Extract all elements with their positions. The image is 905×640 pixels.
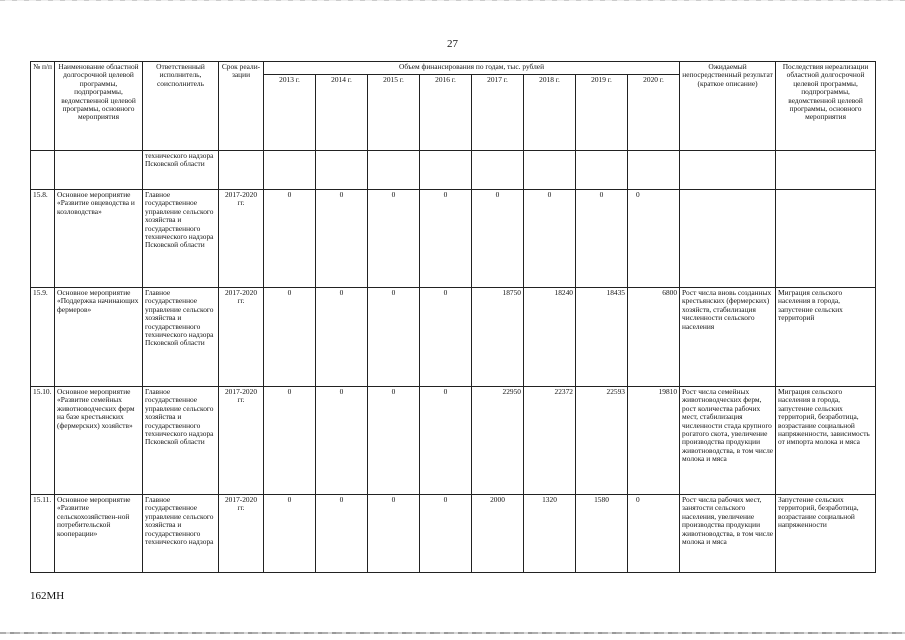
header-year: 2015 г. — [368, 75, 420, 151]
cell-empty — [420, 151, 472, 190]
cell-result: Рост числа семейных животноводческих ферм, рост количества рабочих мест, стабилизация численности стада крупного рогатого скота, увеличение производства продукции животноводства, в том числе молока и мяса — [680, 387, 776, 495]
cell-consequence: Миграция сельского населения в города, запустение сельских территорий, безработица, возрастание социальной напряженности, зависимость от импорта молока и мяса — [776, 387, 876, 495]
cell-value: 0 — [316, 190, 368, 288]
cell-term: 2017-2020 гг. — [219, 495, 264, 573]
cell-name: Основное мероприятие «Поддержка начинающих фермеров» — [55, 288, 143, 387]
cell-term: 2017-2020 гг. — [219, 288, 264, 387]
cell-empty — [368, 151, 420, 190]
cell-empty — [264, 151, 316, 190]
header-name: Наименование областной долгосрочной целевой программы, подпрограммы, ведомственной целевой программы, основного мероприятия — [55, 62, 143, 151]
cell-result: Рост числа вновь созданных крестьянских (фермерских) хозяйств, стабилизация численности сельского населения — [680, 288, 776, 387]
header-result: Ожидаемый непосредственный результат (краткое описание) — [680, 62, 776, 151]
header-year: 2013 г. — [264, 75, 316, 151]
program-table — [30, 61, 876, 573]
cell-value: 2000 — [472, 495, 524, 573]
header-year: 2020 г. — [628, 75, 680, 151]
cell-value: 0 — [524, 190, 576, 288]
cell-no: 15.11. — [31, 495, 55, 573]
cell-value: 0 — [264, 387, 316, 495]
cell-consequence — [776, 190, 876, 288]
cell-value: 0 — [368, 387, 420, 495]
cell-empty — [55, 151, 143, 190]
cell-no: 15.8. — [31, 190, 55, 288]
cell-no: 15.9. — [31, 288, 55, 387]
cell-value: 0 — [420, 190, 472, 288]
cell-empty — [316, 151, 368, 190]
cell-name: Основное мероприятие «Развитие овцеводства и козловодства» — [55, 190, 143, 288]
cell-empty — [576, 151, 628, 190]
header-year: 2019 г. — [576, 75, 628, 151]
cell-value: 18750 — [472, 288, 524, 387]
cell-empty — [219, 151, 264, 190]
header-year: 2017 г. — [472, 75, 524, 151]
header-row-1 — [31, 62, 876, 75]
cell-value: 18435 — [576, 288, 628, 387]
cell-value: 0 — [316, 387, 368, 495]
cell-responsible: Главное государственное управление сельского хозяйства и государственного технического надзора — [143, 495, 219, 573]
document-code: 162МН — [30, 590, 65, 602]
cell-value: 1580 — [576, 495, 628, 573]
cell-value: 0 — [316, 288, 368, 387]
cell-value: 0 — [264, 190, 316, 288]
cell-consequence: Миграция сельского населения в города, запустение сельских территорий — [776, 288, 876, 387]
cell-value: 1320 — [524, 495, 576, 573]
cell-value: 0 — [420, 288, 472, 387]
header-funding: Объем финансирования по годам, тыс. рублей — [264, 62, 680, 75]
cell-value: 0 — [420, 387, 472, 495]
cell-value: 0 — [264, 288, 316, 387]
cell-result: Рост числа рабочих мест, занятости сельского населения, увеличение производства продукции животноводства, в том числе молока и мяса — [680, 495, 776, 573]
cell-name: Основное мероприятие «Развитие сельскохозяйствен-ной потребительской кооперации» — [55, 495, 143, 573]
cell-value: 0 — [368, 190, 420, 288]
table-row — [31, 288, 876, 387]
cell-empty — [680, 151, 776, 190]
cell-result — [680, 190, 776, 288]
cell-responsible: Главное государственное управление сельского хозяйства и государственного технического надзора Псковской области — [143, 288, 219, 387]
cell-value: 22593 — [576, 387, 628, 495]
cell-empty — [524, 151, 576, 190]
cell-term: 2017-2020 гг. — [219, 190, 264, 288]
header-responsible: Ответственный исполнитель, соисполнитель — [143, 62, 219, 151]
cell-responsible: Главное государственное управление сельского хозяйства и государственного технического надзора Псковской области — [143, 190, 219, 288]
cell-no: 15.10. — [31, 387, 55, 495]
header-term: Срок реали-зации — [219, 62, 264, 151]
cell-value: 0 — [628, 495, 680, 573]
cell-empty — [628, 151, 680, 190]
scan-artifact-bottom — [0, 632, 905, 634]
cell-empty — [31, 151, 55, 190]
table-row — [31, 387, 876, 495]
cell-value: 0 — [368, 495, 420, 573]
cell-consequence: Запустение сельских территорий, безработица, возрастание социальной напряженности — [776, 495, 876, 573]
cell-empty — [472, 151, 524, 190]
table-row — [31, 190, 876, 288]
cell-name: Основное мероприятие «Развитие семейных животноводческих ферм на базе крестьянских (фермерских) хозяйств» — [55, 387, 143, 495]
cell-value: 22372 — [524, 387, 576, 495]
cell-value: 18240 — [524, 288, 576, 387]
cell-value: 0 — [316, 495, 368, 573]
cell-value: 0 — [420, 495, 472, 573]
cell-value: 6800 — [628, 288, 680, 387]
cell-responsible: технического надзора Псковской области — [143, 151, 219, 190]
continuation-row — [31, 151, 876, 190]
cell-value: 0 — [576, 190, 628, 288]
cell-responsible: Главное государственное управление сельского хозяйства и государственного технического надзора Псковской области — [143, 387, 219, 495]
header-no: № п/п — [31, 62, 55, 151]
table-row — [31, 495, 876, 573]
header-year: 2016 г. — [420, 75, 472, 151]
scan-artifact-top — [0, 0, 905, 1]
cell-value: 0 — [628, 190, 680, 288]
cell-value: 0 — [264, 495, 316, 573]
cell-term: 2017-2020 гг. — [219, 387, 264, 495]
cell-value: 19810 — [628, 387, 680, 495]
page-number: 27 — [447, 38, 458, 50]
cell-value: 22950 — [472, 387, 524, 495]
header-year: 2014 г. — [316, 75, 368, 151]
cell-value: 0 — [472, 190, 524, 288]
header-year: 2018 г. — [524, 75, 576, 151]
cell-empty — [776, 151, 876, 190]
header-consequence: Последствия нереализации областной долгосрочной целевой программы, подпрограммы, ведомственной целевой программы, основного мероприятия — [776, 62, 876, 151]
cell-value: 0 — [368, 288, 420, 387]
